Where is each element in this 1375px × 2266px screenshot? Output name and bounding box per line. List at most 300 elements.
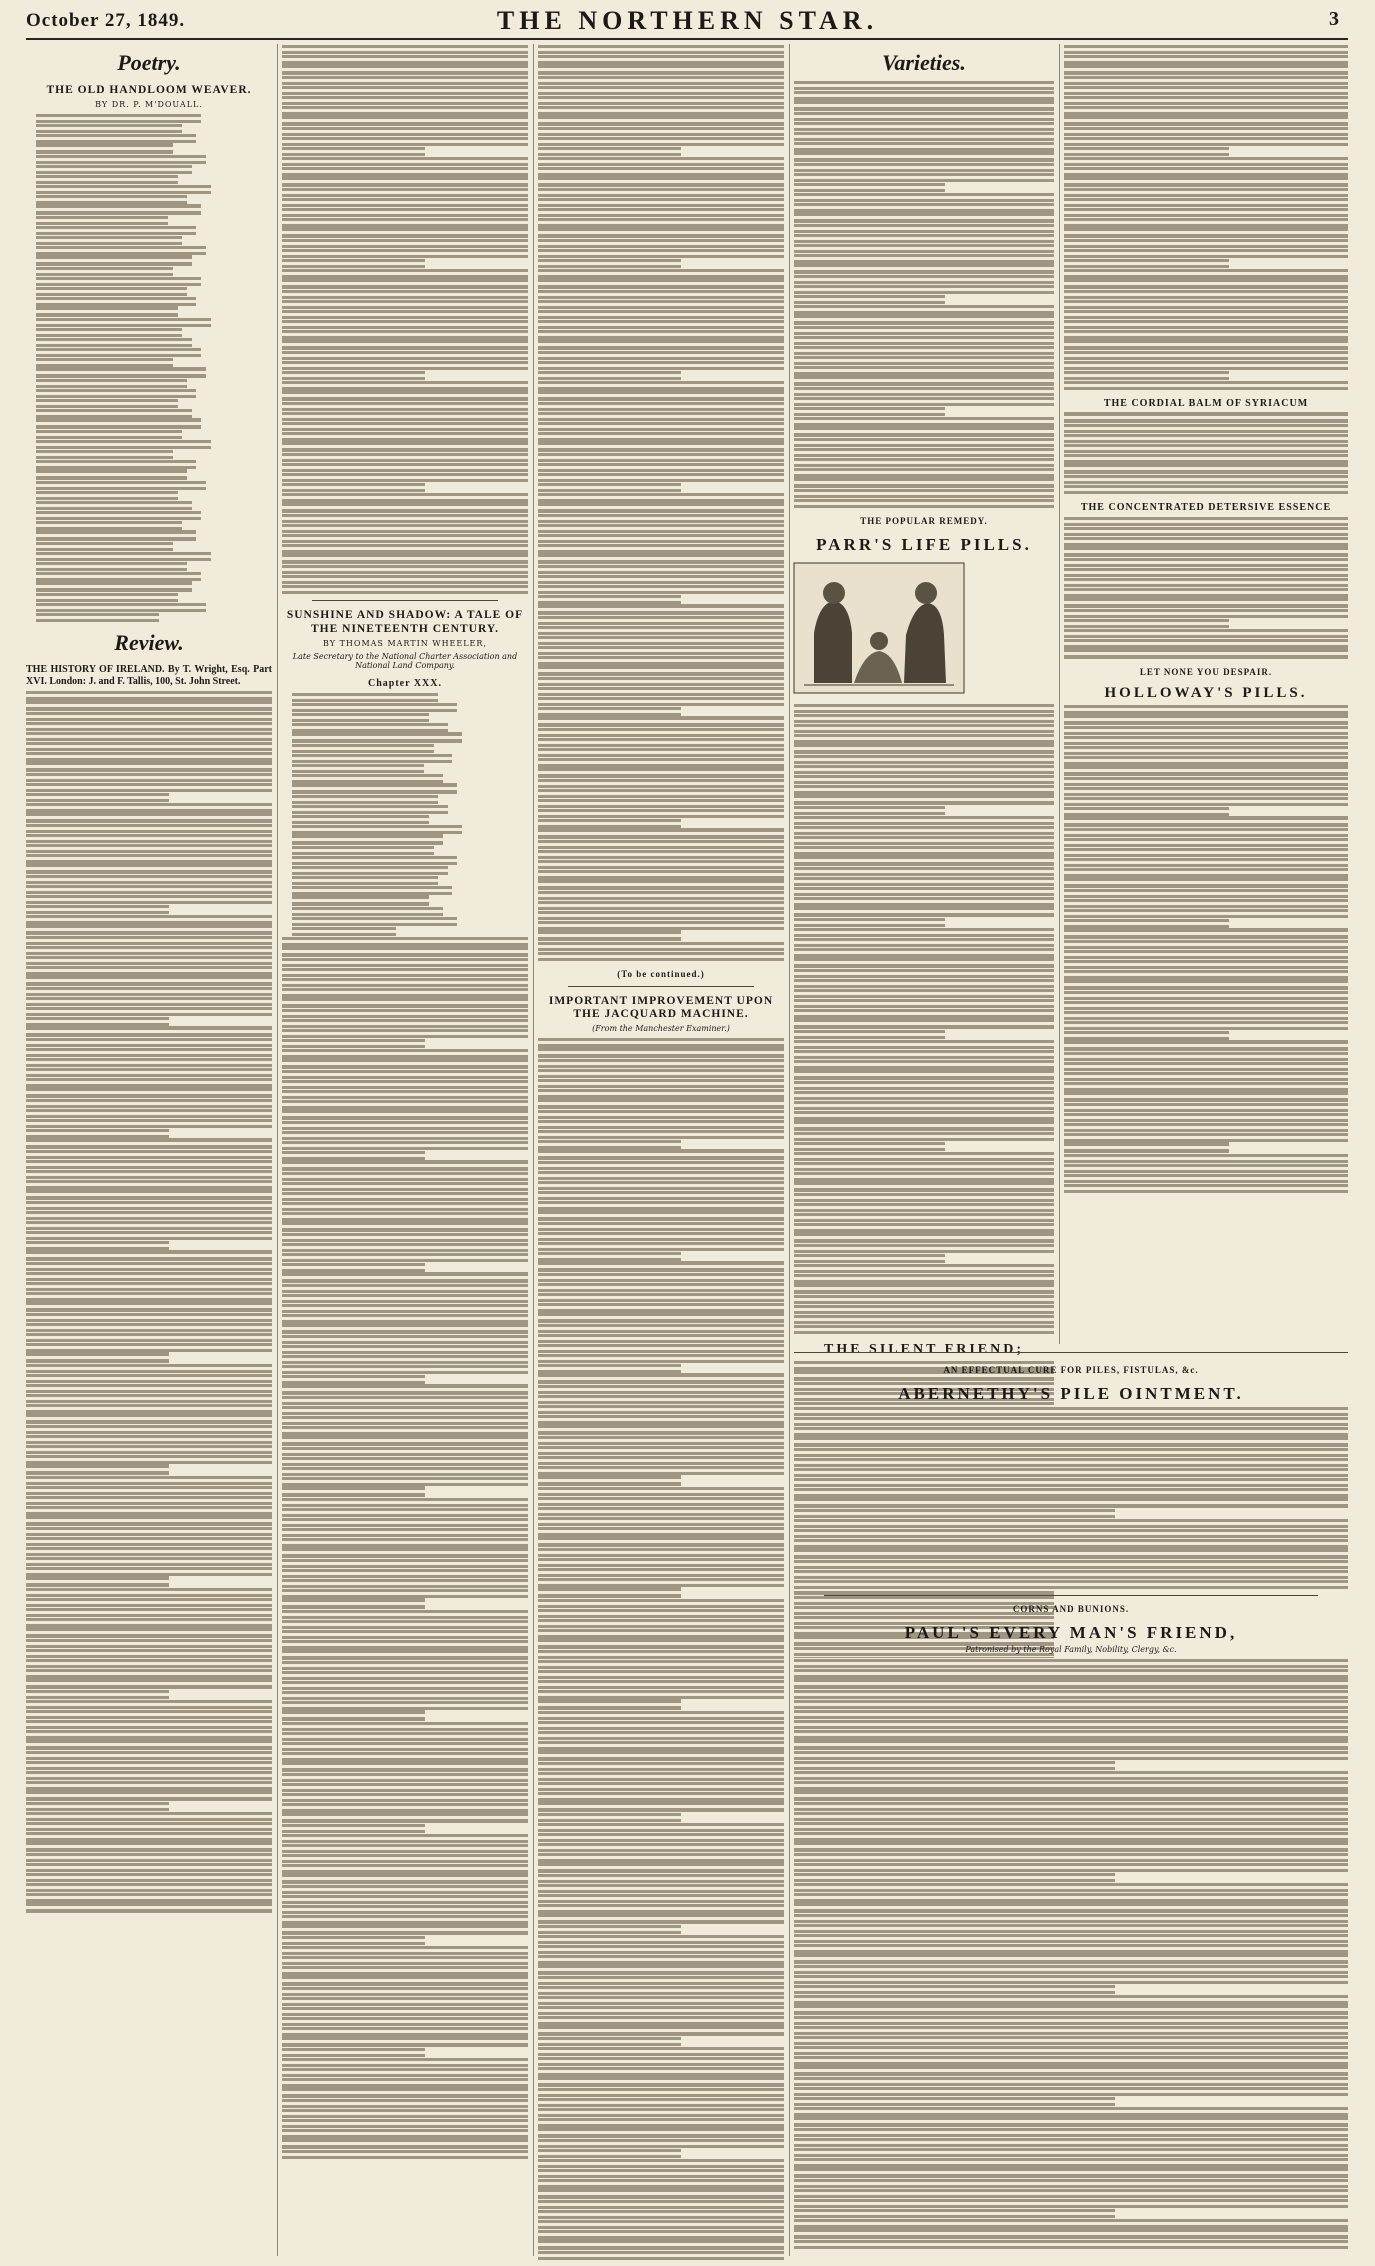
illegible-text-line <box>538 2107 784 2117</box>
corns-friend-subtitle: Patronised by the Royal Family, Nobility, Clergy, &c. <box>965 1644 1177 1654</box>
illegible-text-line <box>538 217 784 227</box>
illegible-text-line <box>36 154 206 164</box>
detersive-essence-body <box>1064 516 1348 659</box>
illegible-text-line <box>36 286 187 296</box>
illegible-text-line <box>538 1720 784 1730</box>
illegible-text-line <box>36 378 187 388</box>
illegible-text-line <box>36 510 201 520</box>
illegible-text-line <box>292 722 448 732</box>
illegible-text-line <box>1064 918 1229 928</box>
illegible-text-line <box>26 1729 272 1739</box>
illegible-text-line <box>794 1862 1348 1872</box>
illegible-text-line <box>282 1955 528 1965</box>
illegible-text-line <box>282 2077 528 2087</box>
column-serial <box>282 44 528 2256</box>
illegible-text-line <box>36 235 182 245</box>
illegible-text-line <box>538 1659 784 1669</box>
illegible-text-line <box>282 1221 528 1231</box>
illegible-text-line <box>538 615 784 625</box>
illegible-text-line <box>36 337 192 347</box>
illegible-text-line <box>538 2036 681 2046</box>
illegible-text-line <box>538 1404 784 1414</box>
illegible-text-line <box>36 541 173 551</box>
illegible-text-line <box>1064 1102 1348 1112</box>
illegible-text-line <box>538 1475 681 1485</box>
illegible-text-line <box>282 1334 528 1344</box>
illegible-text-line <box>794 2188 1348 2198</box>
illegible-text-line <box>282 584 528 594</box>
illegible-text-line <box>538 1068 784 1078</box>
illegible-text-line <box>282 238 528 248</box>
illegible-text-line <box>794 1212 1054 1222</box>
illegible-text-line <box>794 1059 1054 1069</box>
illegible-text-line <box>538 115 784 125</box>
illegible-text-line <box>26 863 272 873</box>
illegible-text-line <box>282 1171 528 1181</box>
illegible-text-line <box>794 477 1054 487</box>
illegible-text-line <box>292 763 424 773</box>
illegible-text-line <box>794 1569 1348 1579</box>
illegible-text-line <box>282 1181 528 1191</box>
illegible-text-line <box>538 1873 784 1883</box>
illegible-text-line <box>282 1018 528 1028</box>
illegible-text-line <box>282 1507 528 1517</box>
section-varieties: Varieties. <box>882 50 966 75</box>
illegible-text-line <box>282 105 528 115</box>
illegible-text-line <box>26 1108 272 1118</box>
illegible-text-line <box>538 2076 784 2086</box>
column-rule <box>1059 44 1060 1344</box>
illegible-text-line <box>794 121 1054 131</box>
illegible-text-line <box>794 1100 1054 1110</box>
illegible-text-line <box>538 482 681 492</box>
illegible-text-line <box>1064 888 1348 898</box>
illegible-text-line <box>794 1668 1348 1678</box>
illegible-text-line <box>36 490 178 500</box>
illegible-text-line <box>36 174 178 184</box>
illegible-text-line <box>1064 268 1348 278</box>
illegible-text-line <box>282 482 425 492</box>
illegible-text-line <box>292 916 457 926</box>
illegible-text-line <box>1064 238 1348 248</box>
illegible-text-line <box>282 1996 528 2006</box>
illegible-text-line <box>538 2209 784 2219</box>
illegible-text-line <box>794 416 1054 426</box>
illegible-text-line <box>282 1660 528 1670</box>
illegible-text-line <box>794 1110 1054 1120</box>
illegible-text-line <box>282 289 528 299</box>
illegible-text-line <box>538 696 784 706</box>
illegible-text-line <box>794 794 1054 804</box>
column-poetry-review <box>26 44 272 2256</box>
illegible-text-line <box>538 146 681 156</box>
illegible-text-line <box>282 553 528 563</box>
illegible-text-line <box>538 2097 784 2107</box>
illegible-text-line <box>26 1087 272 1097</box>
illegible-text-line <box>538 268 784 278</box>
illegible-text-line <box>794 1923 1348 1933</box>
illegible-text-line <box>794 90 1054 100</box>
illegible-text-line <box>538 1119 784 1129</box>
illegible-text-line <box>538 136 784 146</box>
illegible-text-line <box>538 553 784 563</box>
illegible-text-line <box>794 314 1054 324</box>
illegible-text-line <box>794 1964 1348 1974</box>
illegible-text-line <box>794 498 1054 508</box>
illegible-text-line <box>538 2025 784 2035</box>
masthead-rule <box>26 38 1348 40</box>
illegible-text-line <box>1064 546 1348 556</box>
illegible-text-line <box>26 1026 272 1036</box>
illegible-text-line <box>282 401 528 411</box>
illegible-text-line <box>794 1049 1054 1059</box>
illegible-text-line <box>538 1710 784 1720</box>
illegible-text-line <box>1064 95 1348 105</box>
illegible-text-line <box>538 1893 784 1903</box>
illegible-text-line <box>282 2087 528 2097</box>
corns-friend-title: PAUL'S EVERY MAN'S FRIEND, <box>904 1622 1238 1642</box>
illegible-text-line <box>282 2047 425 2057</box>
illegible-text-line <box>1064 1020 1348 1030</box>
illegible-text-line <box>538 2046 784 2056</box>
column-rule <box>789 44 790 2256</box>
illegible-text-line <box>538 75 784 85</box>
illegible-text-line <box>794 1518 1348 1528</box>
illegible-text-line <box>538 1628 784 1638</box>
illegible-text-line <box>1064 166 1348 176</box>
illegible-text-line <box>538 513 784 523</box>
illegible-text-line <box>282 543 528 553</box>
illegible-text-line <box>282 156 528 166</box>
illegible-text-line <box>282 1986 528 1996</box>
illegible-text-line <box>538 350 784 360</box>
illegible-text-line <box>26 884 272 894</box>
illegible-text-line <box>538 1689 784 1699</box>
illegible-text-line <box>538 1149 784 1159</box>
illegible-text-line <box>1064 979 1348 989</box>
illegible-text-line <box>1064 959 1348 969</box>
illegible-text-line <box>26 1037 272 1047</box>
illegible-text-line <box>1064 735 1348 745</box>
illegible-text-line <box>794 957 1054 967</box>
illegible-text-line <box>292 732 462 742</box>
illegible-text-line <box>794 1831 1348 1841</box>
illegible-text-line <box>538 1679 784 1689</box>
illegible-text-line <box>282 350 528 360</box>
illegible-text-line <box>282 936 528 946</box>
bottom-advertisements <box>794 1352 1348 2249</box>
illegible-text-line <box>282 1283 528 1293</box>
illegible-text-line <box>36 266 173 276</box>
illegible-text-line <box>1064 299 1348 309</box>
illegible-text-line <box>794 1080 1054 1090</box>
illegible-text-line <box>1064 248 1348 258</box>
illegible-text-line <box>538 1231 784 1241</box>
illegible-text-line <box>794 488 1054 498</box>
column-rule <box>533 44 534 2256</box>
illegible-text-line <box>794 1933 1348 1943</box>
illegible-text-line <box>1064 867 1348 877</box>
illegible-text-line <box>26 1862 272 1872</box>
illegible-text-line <box>1064 412 1348 422</box>
illegible-text-line <box>292 702 457 712</box>
illegible-text-line <box>794 723 1054 733</box>
illegible-text-line <box>26 1169 272 1179</box>
illegible-text-line <box>538 1190 784 1200</box>
illegible-text-line <box>26 1261 272 1271</box>
illegible-text-line <box>36 530 196 540</box>
illegible-text-line <box>26 690 272 700</box>
illegible-text-line <box>36 367 206 377</box>
illegible-text-line <box>794 917 945 927</box>
illegible-text-line <box>794 2076 1348 2086</box>
illegible-text-line <box>282 329 528 339</box>
illegible-text-line <box>282 1415 528 1425</box>
illegible-text-line <box>26 1383 272 1393</box>
illegible-text-line <box>282 217 528 227</box>
illegible-text-line <box>26 914 272 924</box>
illegible-text-line <box>282 1802 528 1812</box>
illegible-text-line <box>794 2086 1348 2096</box>
illegible-text-line <box>26 1393 272 1403</box>
detersive-essence-title: THE CONCENTRATED DETERSIVE ESSENCE <box>1080 501 1332 513</box>
illegible-text-line <box>282 370 425 380</box>
illegible-text-line <box>538 1098 784 1108</box>
illegible-text-line <box>794 1426 1348 1436</box>
illegible-text-line <box>794 1232 1054 1242</box>
section-review: Review. <box>114 630 184 656</box>
illegible-text-line <box>538 655 784 665</box>
illegible-text-line <box>282 1374 425 1384</box>
illegible-text-line <box>26 1627 272 1637</box>
illegible-text-line <box>794 968 1054 978</box>
illegible-text-line <box>282 1232 528 1242</box>
illegible-text-line <box>1064 463 1348 473</box>
pile-ointment-kicker: AN EFFECTUAL CURE FOR PILES, FISTULAS, &c. <box>943 1365 1199 1375</box>
illegible-text-line <box>282 2016 528 2026</box>
column-varieties <box>794 44 1054 1358</box>
illegible-text-line <box>282 1242 528 1252</box>
serial-byline: BY THOMAS MARTIN WHEELER, <box>323 638 487 648</box>
illegible-text-line <box>26 1179 272 1189</box>
illegible-text-line <box>794 835 1054 845</box>
illegible-text-line <box>26 965 272 975</box>
illegible-text-line <box>538 686 784 696</box>
illegible-text-line <box>282 1425 528 1435</box>
illegible-text-line <box>282 1904 528 1914</box>
illegible-text-line <box>26 1067 272 1077</box>
illegible-text-line <box>282 64 528 74</box>
illegible-text-line <box>1064 786 1348 796</box>
illegible-text-line <box>1064 187 1348 197</box>
illegible-text-line <box>26 945 272 955</box>
illegible-text-line <box>538 401 784 411</box>
illegible-text-line <box>282 1639 528 1649</box>
illegible-text-line <box>538 126 784 136</box>
illegible-text-line <box>538 1160 784 1170</box>
illegible-text-line <box>794 2106 1348 2116</box>
illegible-text-line <box>538 289 784 299</box>
illegible-text-line <box>538 1506 784 1516</box>
illegible-text-line <box>538 1353 784 1363</box>
illegible-text-line <box>26 1801 169 1811</box>
illegible-text-line <box>538 1669 784 1679</box>
illegible-text-line <box>538 1852 784 1862</box>
illegible-text-line <box>794 1780 1348 1790</box>
illegible-text-line <box>794 2157 1348 2167</box>
illegible-text-line <box>1064 453 1348 463</box>
illegible-text-line <box>36 449 173 459</box>
illegible-text-line <box>282 95 528 105</box>
illegible-text-line <box>794 876 1054 886</box>
illegible-text-line <box>794 141 1054 151</box>
illegible-text-line <box>282 319 528 329</box>
illegible-text-line <box>538 1740 784 1750</box>
illegible-text-line <box>282 1965 528 1975</box>
illegible-text-line <box>794 162 1054 172</box>
illegible-text-line <box>794 764 1054 774</box>
illegible-text-line <box>538 2117 784 2127</box>
illegible-text-line <box>26 741 272 751</box>
illegible-text-line <box>538 890 784 900</box>
illegible-text-line <box>794 1841 1348 1851</box>
illegible-text-line <box>1064 648 1348 658</box>
illegible-text-line <box>26 700 272 710</box>
illegible-text-line <box>282 1914 528 1924</box>
illegible-text-line <box>538 370 681 380</box>
illegible-text-line <box>36 296 196 306</box>
illegible-text-line <box>794 1253 945 1263</box>
illegible-text-line <box>282 197 528 207</box>
illegible-text-line <box>538 2239 784 2249</box>
illegible-text-line <box>794 805 945 815</box>
illegible-text-line <box>1064 898 1348 908</box>
illegible-text-line <box>1064 1153 1348 1163</box>
illegible-text-line <box>538 1903 784 1913</box>
column-jacquard <box>538 44 784 2256</box>
illegible-text-line <box>794 1039 1054 1049</box>
illegible-text-line <box>36 551 211 561</box>
illegible-text-line <box>26 721 272 731</box>
illegible-text-line <box>282 309 528 319</box>
illegible-text-line <box>282 1517 528 1527</box>
illegible-text-line <box>1064 765 1348 775</box>
illegible-text-line <box>26 1240 169 1250</box>
illegible-text-line <box>538 1730 784 1740</box>
illegible-text-line <box>794 1658 1348 1668</box>
illegible-text-line <box>538 1109 784 1119</box>
illegible-text-line <box>26 761 272 771</box>
illegible-text-line <box>794 1852 1348 1862</box>
illegible-text-line <box>1064 278 1348 288</box>
illegible-text-line <box>794 815 1054 825</box>
illegible-text-line <box>538 665 784 675</box>
illegible-text-line <box>26 904 169 914</box>
illegible-text-line <box>26 1902 272 1912</box>
illegible-text-line <box>794 1416 1348 1426</box>
illegible-text-line <box>36 459 196 469</box>
illegible-text-line <box>26 1556 272 1566</box>
illegible-text-line <box>794 355 1054 365</box>
illegible-text-line <box>26 1587 272 1597</box>
illegible-text-line <box>1064 1112 1348 1122</box>
illegible-text-line <box>794 845 1054 855</box>
section-poetry: Poetry. <box>117 50 181 75</box>
illegible-text-line <box>1064 908 1348 918</box>
illegible-text-line <box>26 1454 272 1464</box>
illegible-text-line <box>26 1892 272 1902</box>
illegible-text-line <box>282 1354 528 1364</box>
illegible-text-line <box>538 309 784 319</box>
illegible-text-line <box>26 1638 272 1648</box>
illegible-text-line <box>538 2127 784 2137</box>
parrs-pills-title: PARR'S LIFE PILLS. <box>816 534 1032 554</box>
illegible-text-line <box>282 1466 528 1476</box>
illegible-text-line <box>26 1006 272 1016</box>
illegible-text-line <box>282 523 528 533</box>
illegible-text-line <box>282 1761 528 1771</box>
illegible-text-line <box>538 1526 784 1536</box>
illegible-text-line <box>794 1974 1348 1984</box>
illegible-text-line <box>794 304 1054 314</box>
illegible-text-line <box>794 754 1054 764</box>
illegible-text-line <box>26 1352 169 1362</box>
illegible-text-line <box>282 1099 528 1109</box>
illegible-text-line <box>282 1945 528 1955</box>
illegible-text-line <box>794 733 1054 743</box>
illegible-text-line <box>282 1568 528 1578</box>
illegible-text-line <box>282 1048 528 1058</box>
illegible-text-line <box>538 2178 784 2188</box>
illegible-text-line <box>538 85 784 95</box>
illegible-text-line <box>538 492 784 502</box>
illegible-text-line <box>1064 1061 1348 1071</box>
illegible-text-line <box>26 1607 272 1617</box>
illegible-text-line <box>26 1505 272 1515</box>
illegible-text-line <box>538 1812 681 1822</box>
illegible-text-line <box>36 592 178 602</box>
pile-ointment-body <box>794 1406 1348 1589</box>
illegible-text-line <box>794 426 1054 436</box>
cordial-balm-body <box>1064 412 1348 494</box>
illegible-text-line <box>538 574 784 584</box>
illegible-text-line <box>538 187 784 197</box>
illegible-text-line <box>282 115 528 125</box>
illegible-text-line <box>292 926 396 936</box>
illegible-text-line <box>26 1281 272 1291</box>
serial-byline-role: Late Secretary to the National Charter Association and National Land Company. <box>292 651 518 670</box>
illegible-text-line <box>282 126 528 136</box>
illegible-text-line <box>282 533 528 543</box>
illegible-text-line <box>538 1547 784 1557</box>
illegible-text-line <box>282 462 528 472</box>
illegible-text-line <box>794 172 1054 182</box>
illegible-text-line <box>282 1812 528 1822</box>
illegible-text-line <box>538 2005 784 2015</box>
illegible-text-line <box>292 783 457 793</box>
illegible-text-line <box>538 1924 681 1934</box>
illegible-text-line <box>794 1141 945 1151</box>
illegible-text-line <box>282 1884 528 1894</box>
illegible-text-line <box>282 1058 528 1068</box>
serial-chapter: Chapter XXX. <box>367 677 443 689</box>
illegible-text-line <box>794 1151 1054 1161</box>
illegible-text-line <box>26 1434 272 1444</box>
illegible-text-line <box>538 1975 784 1985</box>
illegible-text-line <box>282 1823 425 1833</box>
illegible-text-line <box>1064 557 1348 567</box>
illegible-text-line <box>794 2127 1348 2137</box>
